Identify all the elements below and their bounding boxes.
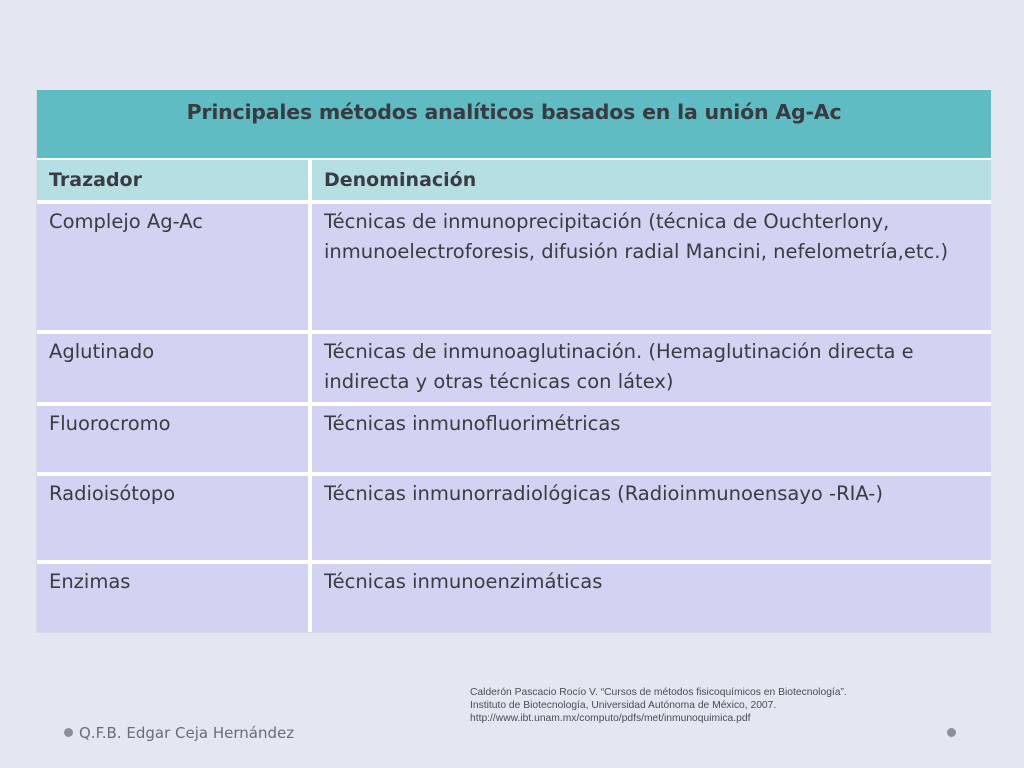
table-header-row [37,160,991,200]
table-row [37,406,991,472]
table-row [37,476,991,560]
cell-denominacion: Técnicas inmunorradiológicas (Radioinmunoensayo -RIA-) [312,476,991,560]
footer-author: Q.F.B. Edgar Ceja Hernández [79,724,295,742]
citation-line: Calderón Pascacio Rocío V. “Cursos de métodos fisicoquímicos en Biotecnología”. [470,687,847,698]
table-row [37,204,991,330]
cell-denominacion: Técnicas de inmunoaglutinación. (Hemaglutinación directa e indirecta y otras técnicas con látex) [312,334,991,402]
citation [470,686,970,725]
citation-line: Instituto de Biotecnología, Universidad Autónoma de México, 2007. [470,700,777,711]
cell-denominacion: Técnicas de inmunoprecipitación (técnica de Ouchterlony, inmunoelectroforesis, difusión radial Mancini, nefelometría,etc.) [312,204,991,330]
cell-denominacion: Técnicas inmunoenzimáticas [312,564,991,632]
bullet-dot-icon [947,728,956,737]
cell-trazador: Complejo Ag-Ac [37,204,308,330]
table-row [37,564,991,632]
table-title: Principales métodos analíticos basados en la unión Ag-Ac [37,90,991,158]
header-denominacion: Denominación [312,160,991,200]
cell-denominacion: Técnicas inmunofluorimétricas [312,406,991,472]
cell-trazador: Aglutinado [37,334,308,402]
header-trazador: Trazador [37,160,308,200]
cell-trazador: Fluorocromo [37,406,308,472]
cell-trazador: Radioisótopo [37,476,308,560]
table-row [37,334,991,402]
methods-table [36,90,991,633]
bullet-dot-icon [64,728,73,737]
cell-trazador: Enzimas [37,564,308,632]
citation-link: http://www.ibt.unam.mx/computo/pdfs/met/inmunoquimica.pdf [470,713,751,724]
